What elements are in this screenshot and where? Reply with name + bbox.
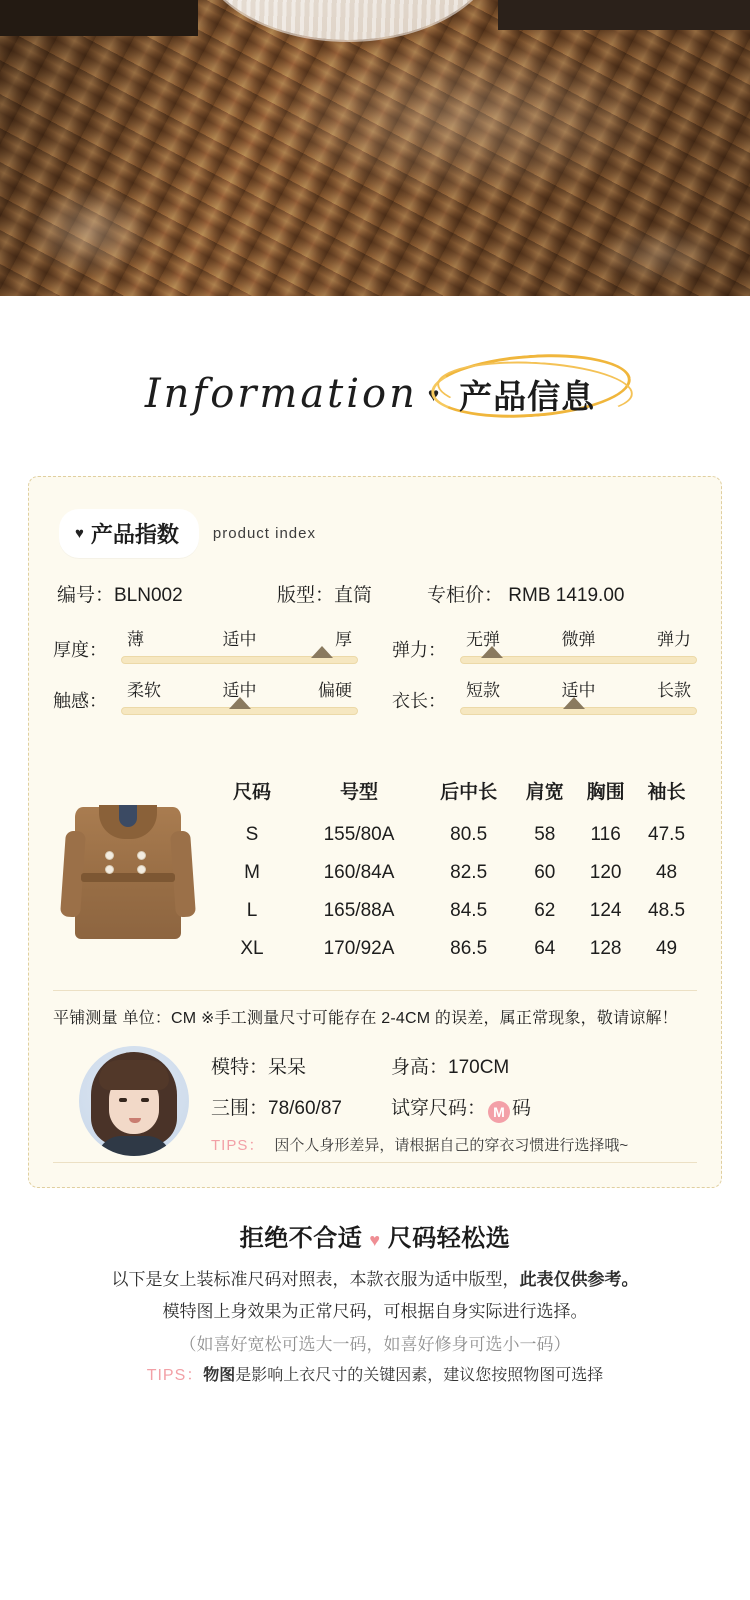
tick: 适中 xyxy=(222,681,257,700)
model-tips xyxy=(211,1134,697,1155)
model-measurements: 三围：78/60/87 xyxy=(211,1098,342,1119)
cell: M xyxy=(244,862,260,883)
slider-elasticity-track[interactable] xyxy=(460,656,697,664)
footer-line-1b: 此表仅供参考。 xyxy=(519,1270,639,1289)
product-index-sublabel: product index xyxy=(212,525,316,542)
coat-button xyxy=(105,851,114,860)
size-col-header: 尺码 xyxy=(232,782,271,803)
footer-title xyxy=(30,1218,720,1253)
size-table-header-row xyxy=(209,771,697,816)
product-index-header xyxy=(59,509,697,558)
footer-clip xyxy=(30,1364,720,1390)
tick: 偏硬 xyxy=(318,681,352,700)
product-code: 编号：BLN002 xyxy=(57,585,183,606)
heart-icon-footer: ♥ xyxy=(369,1230,381,1250)
model-details xyxy=(211,1044,697,1155)
coat-button xyxy=(137,851,146,860)
cell: 80.5 xyxy=(450,824,488,845)
model-row-2 xyxy=(211,1093,697,1120)
slider-elasticity-label: 弹力： xyxy=(392,640,446,660)
slider-thickness-body xyxy=(121,625,358,664)
footer-line-4-bold: 物图 xyxy=(203,1367,236,1385)
cell: 84.5 xyxy=(450,900,488,921)
slider-length-knob[interactable] xyxy=(563,697,585,709)
cell: 82.5 xyxy=(450,862,488,883)
footer-line-2: 模特图上身效果为正常尺码，可根据自身实际进行选择。 xyxy=(162,1302,588,1322)
cell: 124 xyxy=(589,900,622,921)
tick: 适中 xyxy=(561,681,596,700)
table-row xyxy=(209,930,697,968)
slider-touch-track[interactable] xyxy=(121,707,358,715)
measurement-note: 平铺测量 单位：CM ※手工测量尺寸可能存在 2-4CM 的误差，属正常现象，敬请谅解！ xyxy=(53,990,697,1028)
tick: 短款 xyxy=(466,681,500,700)
slider-thickness-label: 厚度： xyxy=(53,640,107,660)
slider-thickness xyxy=(53,625,358,670)
section-title xyxy=(145,367,605,422)
cell: S xyxy=(245,824,259,845)
cell: 120 xyxy=(589,862,622,883)
table-row xyxy=(209,816,697,854)
slider-length-body xyxy=(460,676,697,715)
cell: 116 xyxy=(590,824,621,845)
coat-illustration xyxy=(75,807,181,939)
tick: 厚 xyxy=(335,630,352,649)
model-try-size xyxy=(391,1093,697,1120)
size-col-header: 胸围 xyxy=(586,782,625,803)
cell: 155/80A xyxy=(323,824,395,845)
size-table xyxy=(209,771,697,968)
cell: XL xyxy=(240,938,264,959)
model-name: 模特：呆呆 xyxy=(211,1057,307,1078)
avatar-eye-right xyxy=(141,1098,149,1102)
slider-length-label: 衣长： xyxy=(392,691,446,711)
model-try-size-prefix: 试穿尺码： xyxy=(391,1098,487,1119)
slider-thickness-track[interactable] xyxy=(121,656,358,664)
tick: 无弹 xyxy=(466,630,500,649)
model-height: 身高：170CM xyxy=(391,1057,510,1078)
cell: 58 xyxy=(534,824,556,845)
size-col-header: 肩宽 xyxy=(525,782,564,803)
section-title-block xyxy=(0,296,750,476)
hero-dark-corner-right xyxy=(498,0,750,30)
size-table-zone xyxy=(53,771,697,968)
tips-text: 因个人身形差异，请根据自己的穿衣习惯进行选择哦~ xyxy=(274,1137,629,1154)
tick: 长款 xyxy=(657,681,691,700)
size-col-header: 号型 xyxy=(339,782,378,803)
slider-touch-knob[interactable] xyxy=(229,697,251,709)
cell: 62 xyxy=(534,900,556,921)
cell: 128 xyxy=(589,938,622,959)
cell: 86.5 xyxy=(450,938,488,959)
tick: 薄 xyxy=(127,630,144,649)
footer-line-3: （如喜好宽松可选大一码，如喜好修身可选小一码） xyxy=(179,1334,571,1354)
slider-touch-body xyxy=(121,676,358,715)
product-fit: 版型：直筒 xyxy=(277,585,373,606)
footer-title-right: 尺码轻松选 xyxy=(387,1225,511,1252)
coat-button xyxy=(105,865,114,874)
product-price: 专柜价： RMB 1419.00 xyxy=(427,585,625,606)
table-row xyxy=(209,854,697,892)
model-info-zone xyxy=(53,1044,697,1163)
product-info-card xyxy=(28,476,722,1188)
knit-fuzz-overlay xyxy=(0,0,750,296)
cell: 165/88A xyxy=(323,900,395,921)
product-index-badge xyxy=(59,509,199,558)
coat-belt xyxy=(81,873,175,882)
footer-tips-label: TIPS： xyxy=(146,1367,204,1385)
tick: 适中 xyxy=(222,630,257,649)
slider-elasticity-knob[interactable] xyxy=(481,646,503,658)
coat-button xyxy=(137,865,146,874)
avatar-fringe xyxy=(99,1060,169,1090)
footer-line-4-rest: 是影响上衣尺寸的关键因素，建议您按照物图可选择 xyxy=(235,1367,604,1385)
section-title-script: Information xyxy=(144,371,418,417)
product-meta-row xyxy=(57,580,697,607)
footer-line-1 xyxy=(30,1267,720,1293)
size-badge: M xyxy=(488,1101,510,1123)
slider-touch-label: 触感： xyxy=(53,691,107,711)
size-guide-footer xyxy=(0,1218,750,1390)
footer-line-4 xyxy=(30,1364,720,1389)
avatar xyxy=(79,1046,189,1156)
tick: 弹力 xyxy=(657,630,691,649)
tick: 微弹 xyxy=(561,630,596,649)
slider-thickness-knob[interactable] xyxy=(311,646,333,658)
cell: L xyxy=(246,900,258,921)
cell: 47.5 xyxy=(648,824,686,845)
cell: 170/92A xyxy=(323,938,395,959)
tips-label: TIPS： xyxy=(211,1137,265,1154)
cell: 60 xyxy=(534,862,556,883)
cell: 49 xyxy=(655,938,678,959)
heart-icon: ♥ xyxy=(427,385,440,406)
slider-elasticity-body xyxy=(460,625,697,664)
section-title-chinese-holder xyxy=(449,367,605,422)
product-index-label: 产品指数 xyxy=(90,522,179,547)
cell: 64 xyxy=(534,938,556,959)
hero-dark-corner-left xyxy=(0,0,198,36)
coat-collar xyxy=(99,805,157,839)
size-col-header: 袖长 xyxy=(647,782,686,803)
heart-icon-small: ♥ xyxy=(75,525,84,542)
model-row-1 xyxy=(211,1052,697,1079)
slider-length xyxy=(392,676,697,721)
table-row xyxy=(209,892,697,930)
slider-length-track[interactable] xyxy=(460,707,697,715)
cell: 160/84A xyxy=(323,862,395,883)
size-col-header: 后中长 xyxy=(440,782,498,803)
footer-line-1a: 以下是女上装标准尺码对照表，本款衣服为适中版型， xyxy=(111,1270,520,1289)
coat-thumbnail xyxy=(53,801,203,961)
cell: 48.5 xyxy=(648,900,686,921)
slider-elasticity xyxy=(392,625,697,670)
hero-fabric-image xyxy=(0,0,750,296)
avatar-eye-left xyxy=(119,1098,127,1102)
product-index-sliders xyxy=(53,625,697,721)
avatar-body xyxy=(97,1136,171,1156)
model-try-size-suffix: 码 xyxy=(512,1098,532,1119)
slider-touch xyxy=(53,676,358,721)
cell: 48 xyxy=(655,862,678,883)
footer-title-left: 拒绝不合适 xyxy=(239,1225,363,1252)
tick: 柔软 xyxy=(127,681,161,700)
section-title-chinese: 产品信息 xyxy=(459,377,596,415)
